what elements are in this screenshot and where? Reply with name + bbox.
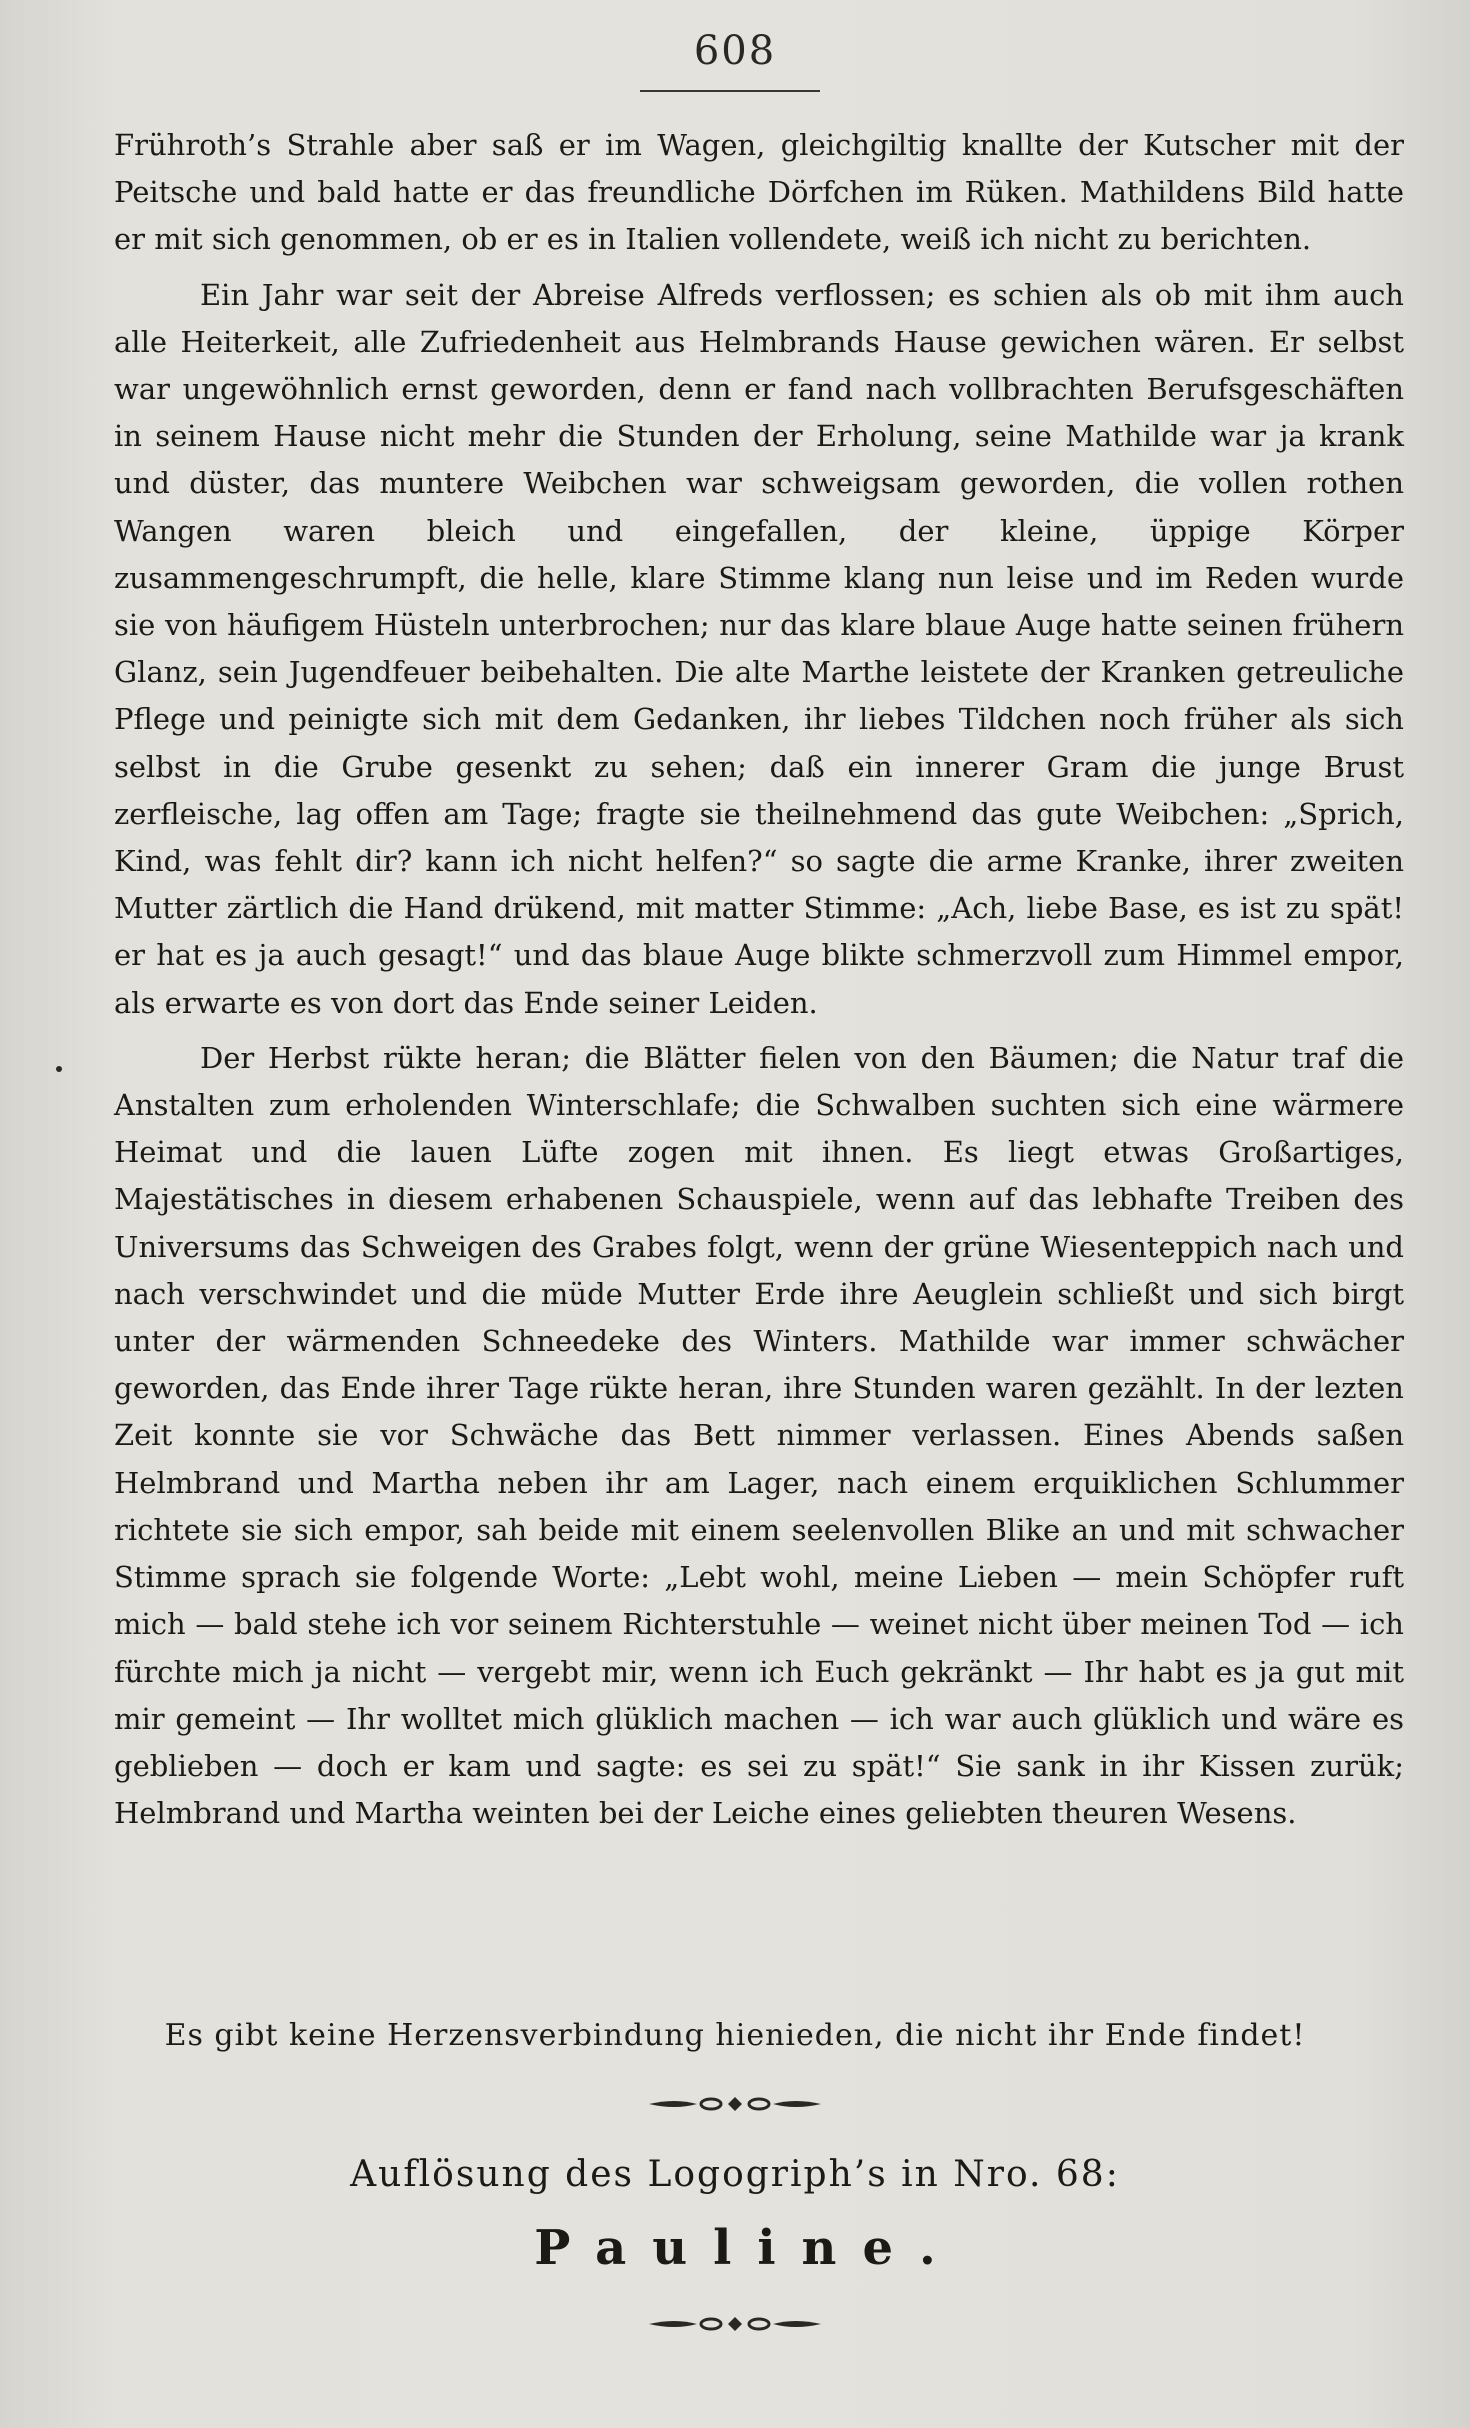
ornament-divider-bottom [0, 2312, 1470, 2340]
ink-speck [56, 1066, 62, 1072]
solution-heading: Auflösung des Logogriph’s in Nro. 68: [350, 2154, 1120, 2195]
paragraph-1: Frühroth’s Strahle aber saß er im Wagen, gleichgiltig knallte der Kutscher mit der Peitsche und bald hatte er das freundliche Dörfchen im Rüken. Mathildens Bild hatte er mit sich genommen, ob er es in Italien vollendete, weiß ich nicht zu berichten. [114, 128, 1404, 257]
paragraph-2: Ein Jahr war seit der Abreise Alfreds verflossen; es schien als ob mit ihm auch alle Heiterkeit, alle Zufriedenheit aus Helmbrands Hause gewichen wären. Er selbst war ungewöhnlich ernst geworden, denn er fand nach vollbrachten Berufsgeschäften in seinem Hause nicht mehr die Stunden der Erholung, seine Mathilde war ja krank und düster, das muntere Weibchen war schweigsam geworden, die vollen rothen Wangen waren bleich und eingefallen, der kleine, üppige Körper zusammengeschrumpft, die helle, klare Stimme klang nun leise und im Reden wurde sie von häufigem Hüsteln unterbrochen; nur das klare blaue Auge hatte seinen frühern Glanz, sein Jugendfeuer beibehalten. Die alte Marthe leistete der Kranken getreuliche Pflege und peinigte sich mit dem Gedanken, ihr liebes Tildchen noch früher als sich selbst in die Grube gesenkt zu sehen; daß ein innerer Gram die junge Brust zerfleische, lag offen am Tage; fragte sie theilnehmend das gute Weibchen: „Sprich, Kind, was fehlt dir? kann ich nicht helfen?“ so sagte die arme Kranke, ihrer zweiten Mutter zärtlich die Hand drükend, mit matter Stimme: „Ach, liebe Base, es ist zu spät! er hat es ja auch gesagt!“ und das blaue Auge blikte schmerzvoll zum Himmel empor, als erwarte es von dort das Ende seiner Leiden. [114, 277, 1404, 1020]
page-number: 608 [693, 28, 777, 74]
solution-answer: Pauline. [534, 2220, 962, 2276]
closing-line: Es gibt keine Herzensverbindung hienieden, die nicht ihr Ende findet! [164, 2018, 1306, 2053]
flourish-ornament-icon [645, 2312, 825, 2336]
header-rule [640, 90, 820, 92]
paragraph-3: Der Herbst rükte heran; die Blätter fielen von den Bäumen; die Natur traf die Anstalten zum erholenden Winterschlafe; die Schwalben suchten sich eine wärmere Heimat und die lauen Lüfte zogen mit ihnen. Es liegt etwas Großartiges, Majestätisches in diesem erhabenen Schauspiele, wenn auf das lebhafte Treiben des Universums das Schweigen des Grabes folgt, wenn der grüne Wiesenteppich nach und nach verschwindet und die müde Mutter Erde ihre Aeuglein schließt und sich birgt unter der wärmenden Schneedeke des Winters. Mathilde war immer schwächer geworden, das Ende ihrer Tage rükte heran, ihre Stunden waren gezählt. In der lezten Zeit konnte sie vor Schwäche das Bett nimmer verlassen. Eines Abends saßen Helmbrand und Martha neben ihr am Lager, nach einem erquiklichen Schlummer richtete sie sich empor, sah beide mit einem seelenvollen Blike an und mit schwacher Stimme sprach sie folgende Worte: „Lebt wohl, meine Lieben — mein Schöpfer ruft mich — bald stehe ich vor seinem Richterstuhle — weinet nicht über meinen Tod — ich fürchte mich ja nicht — vergebt mir, wenn ich Euch gekränkt — Ihr habt es ja gut mit mir gemeint — Ihr wolltet mich glüklich machen — ich war auch glüklich und wäre es geblieben — doch er kam und sagte: es sei zu spät!“ Sie sank in ihr Kissen zurük; Helmbrand und Martha weinten bei der Leiche eines geliebten theuren Wesens. [114, 1040, 1404, 1831]
ornament-divider-top [0, 2092, 1470, 2120]
story-text [114, 122, 1404, 1845]
flourish-ornament-icon [645, 2092, 825, 2116]
